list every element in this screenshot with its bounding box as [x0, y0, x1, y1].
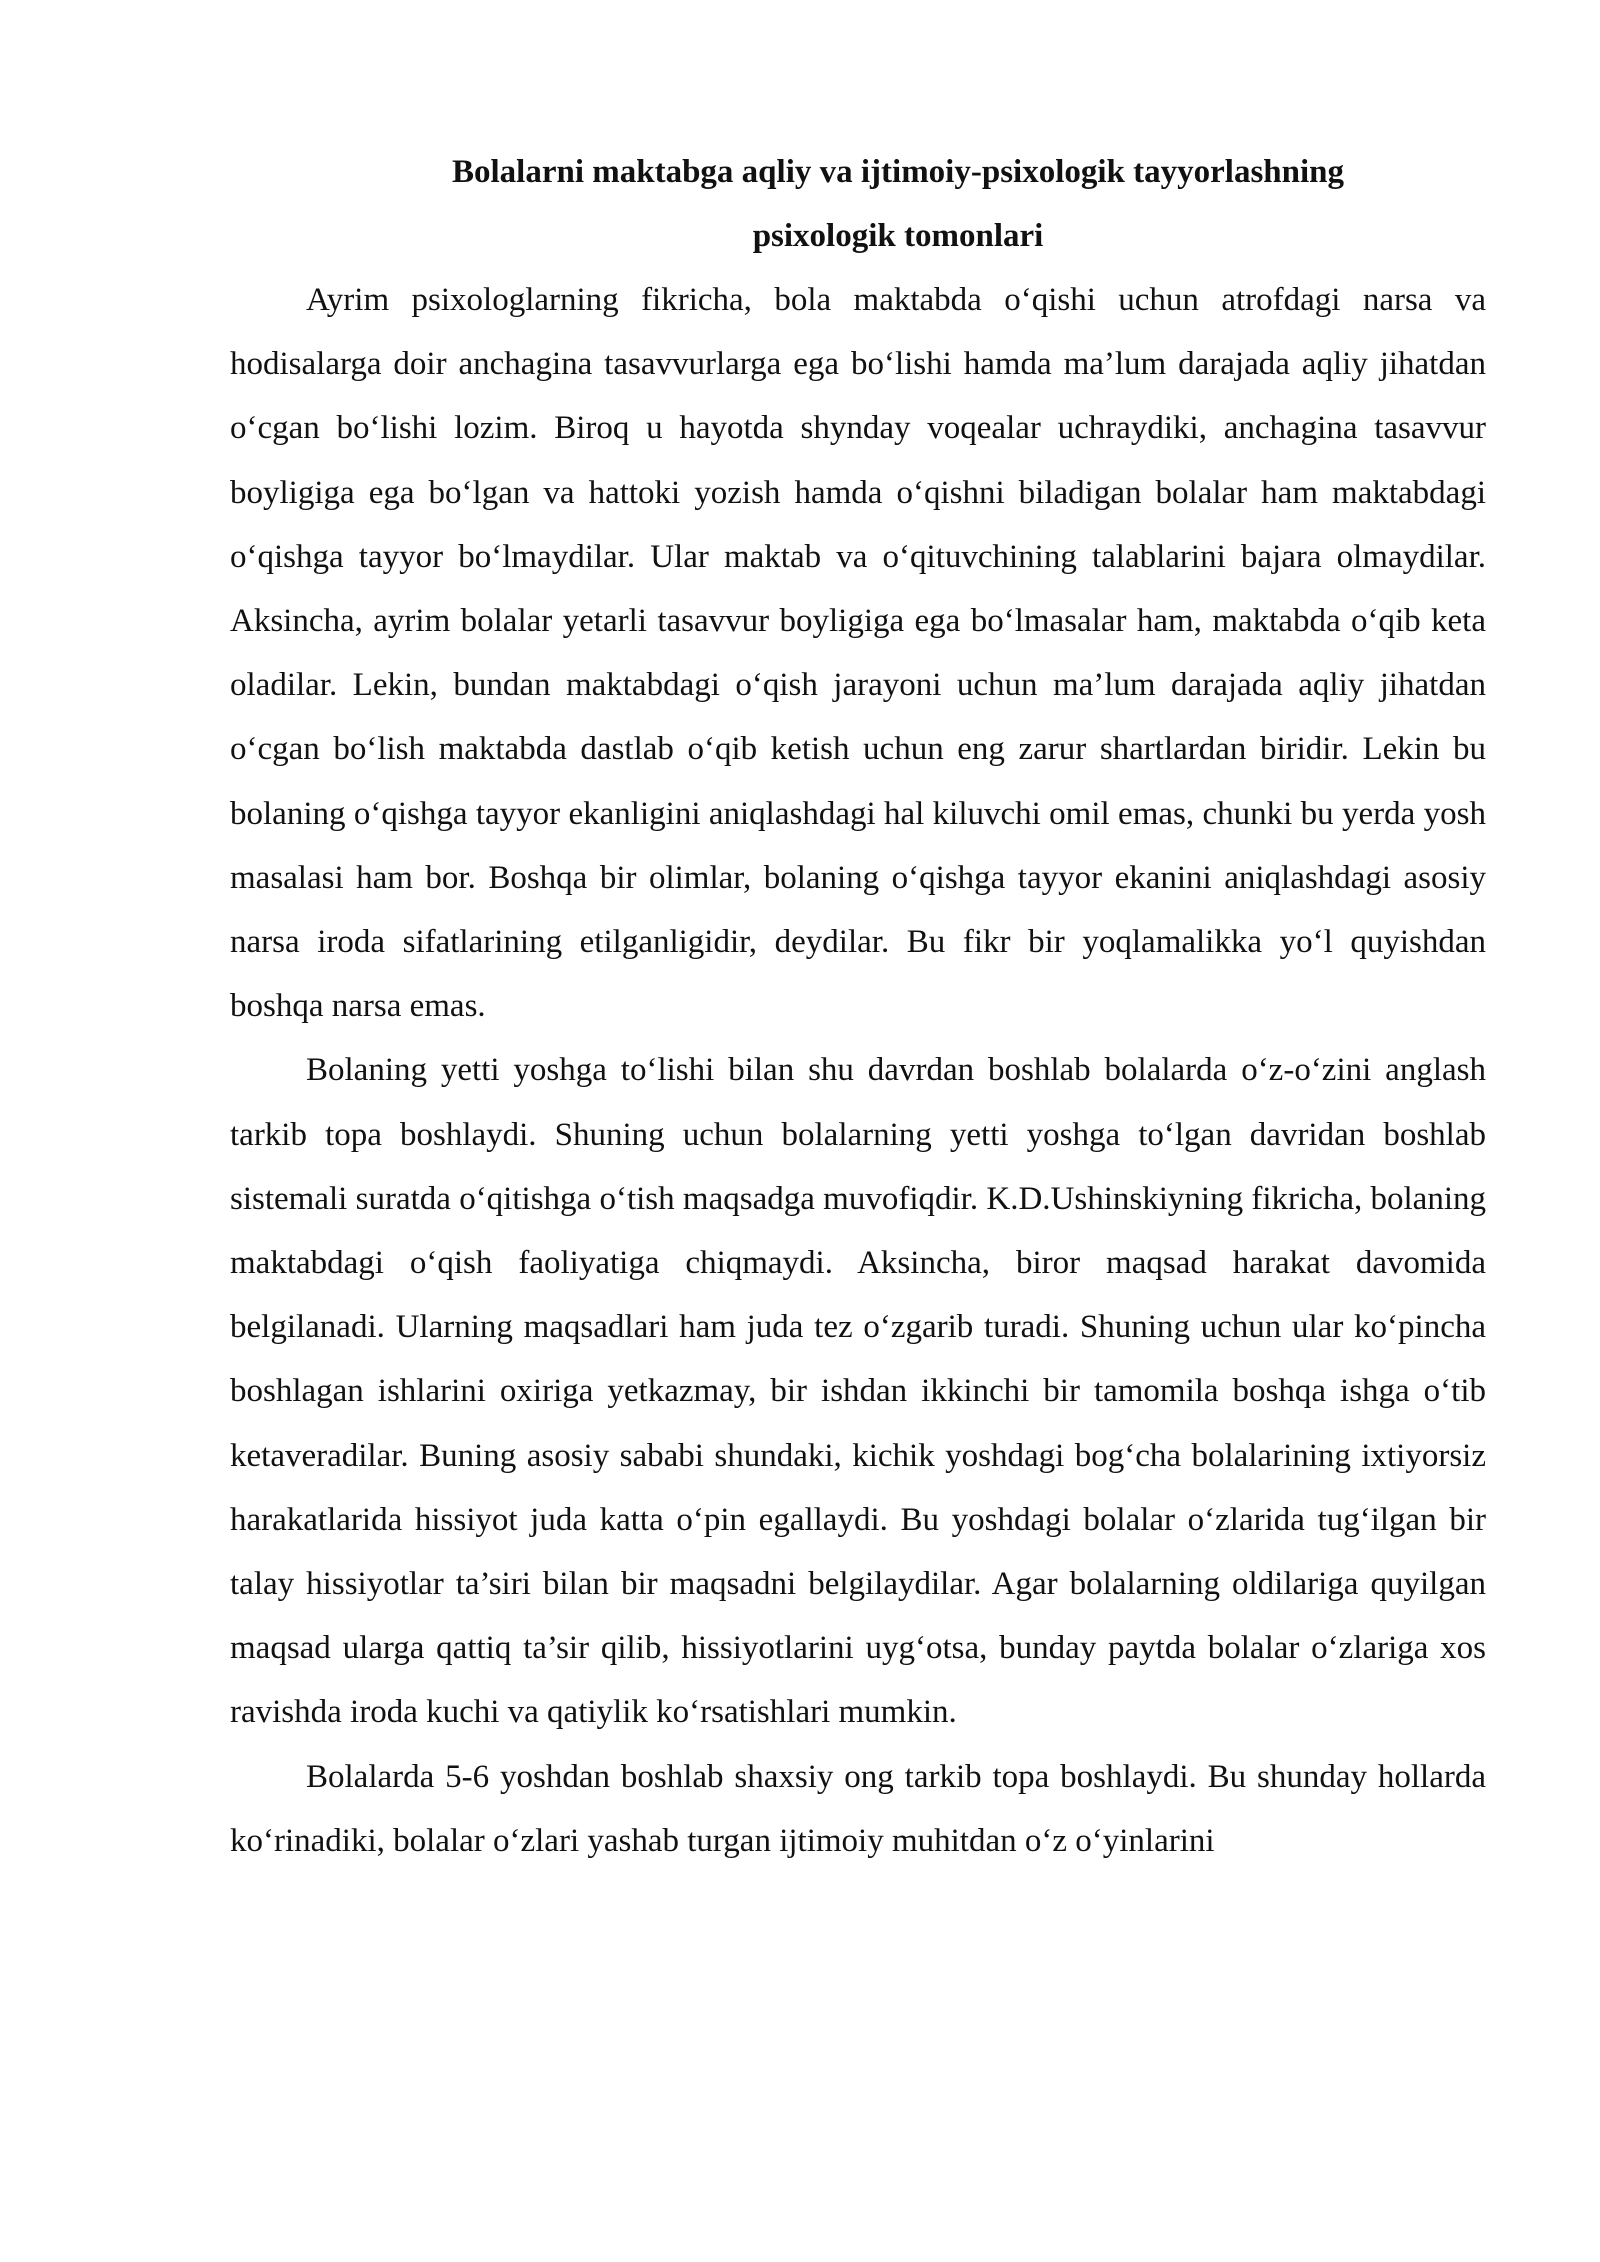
document-page: [230, 140, 1486, 1873]
paragraph-2: Bolaning yetti yoshga to‘lishi bilan shu davrdan boshlab bolalarda o‘z-o‘zini anglash tarkib topa boshlaydi. Shuning uchun bolalarning yetti yoshga to‘lgan davridan boshlab sistemali suratda o‘qitishga o‘tish maqsadga muvofiqdir. K.D.Ushinskiyning fikricha, bolaning maktabdagi o‘qish faoliyatiga chiqmaydi. Aksincha, biror maqsad harakat davomida belgilanadi. Ularning maqsadlari ham juda tez o‘zgarib turadi. Shuning uchun ular ko‘pincha boshlagan ishlarini oxiriga yetkazmay, bir ishdan ikkinchi bir tamomila boshqa ishga o‘tib ketaveradilar. Buning asosiy sababi shundaki, kichik yoshdagi bog‘cha bolalarining ixtiyorsiz harakatlarida hissiyot juda katta o‘pin egallaydi. Bu yoshdagi bolalar o‘zlarida tug‘ilgan bir talay hissiyotlar ta’siri bilan bir maqsadni belgilaydilar. Agar bolalarning oldilariga quyilgan maqsad ularga qattiq ta’sir qilib, hissiyotlarini uyg‘otsa, bunday paytda bolalar o‘zlariga xos ravishda iroda kuchi va qatiylik ko‘rsatishlari mumkin.: [230, 1052, 1486, 1731]
title-line-2: psixologik tomonlari: [752, 218, 1044, 254]
title-line-1: Bolalarni maktabga aqliy va ijtimoiy-psixologik tayyorlashning: [451, 154, 1345, 190]
paragraph-3: Bolalarda 5-6 yoshdan boshlab shaxsiy ong tarkib topa boshlaydi. Bu shunday hollarda ko‘rinadiki, bolalar o‘zlari yashab turgan ijtimoiy muhitdan o‘z o‘yinlarini: [230, 1758, 1486, 1859]
document-title: [230, 140, 1486, 268]
paragraph-1: Ayrim psixologlarning fikricha, bola maktabda o‘qishi uchun atrofdagi narsa va hodisalarga doir anchagina tasavvurlarga ega bo‘lishi hamda ma’lum darajada aqliy jihatdan o‘cgan bo‘lishi lozim. Biroq u hayotda shynday voqealar uchraydiki, anchagina tasavvur boyligiga ega bo‘lgan va hattoki yozish hamda o‘qishni biladigan bolalar ham maktabdagi o‘qishga tayyor bo‘lmaydilar. Ular maktab va o‘qituvchining talablarini bajara olmaydilar. Aksincha, ayrim bolalar yetarli tasavvur boyligiga ega bo‘lmasalar ham, maktabda o‘qib keta oladilar. Lekin, bundan maktabdagi o‘qish jarayoni uchun ma’lum darajada aqliy jihatdan o‘cgan bo‘lish maktabda dastlab o‘qib ketish uchun eng zarur shartlardan biridir. Lekin bu bolaning o‘qishga tayyor ekanligini aniqlashdagi hal kiluvchi omil emas, chunki bu yerda yosh masalasi ham bor. Boshqa bir olimlar, bolaning o‘qishga tayyor ekanini aniqlashdagi asosiy narsa iroda sifatlarining etilganligidir, deydilar. Bu fikr bir yoqlamalikka yo‘l quyishdan boshqa narsa emas.: [230, 282, 1486, 1025]
